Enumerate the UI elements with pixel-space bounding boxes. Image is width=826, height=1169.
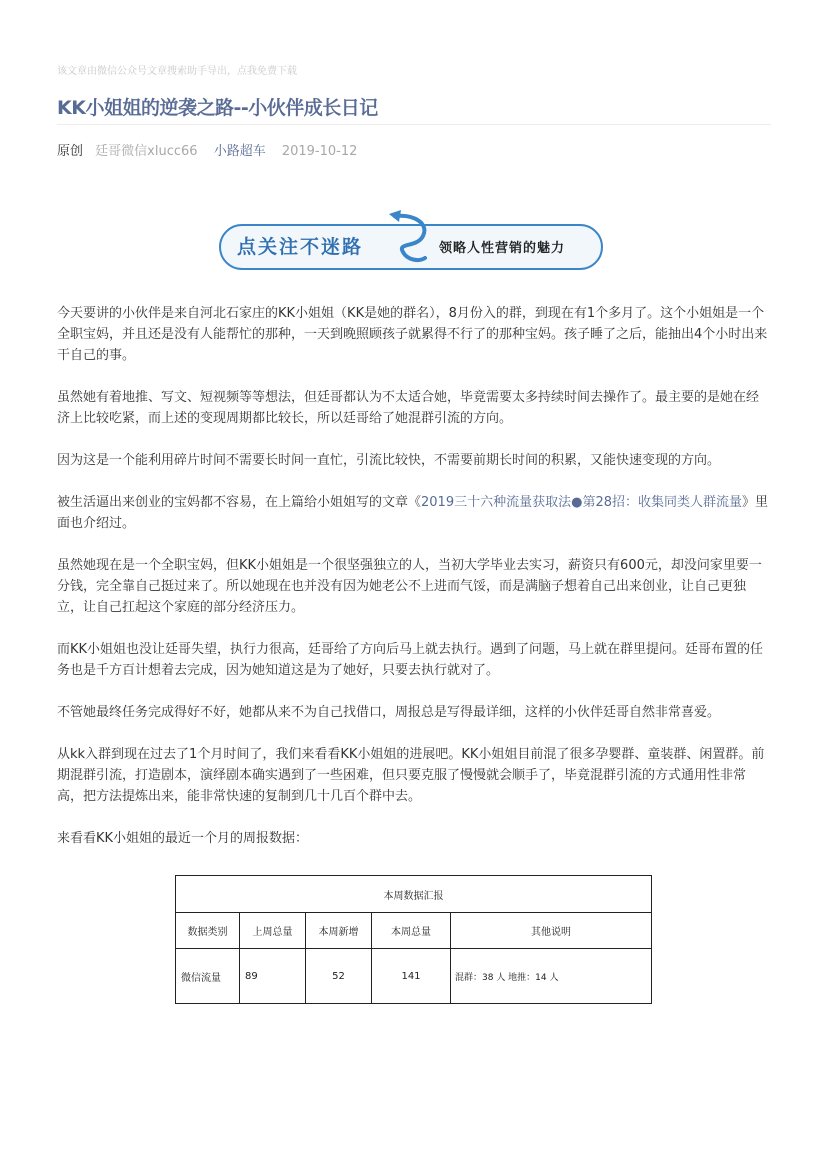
paragraph-data-intro: 来看看KK小姐姐的最近一个月的周报数据： bbox=[57, 831, 309, 846]
paragraph-intro: 今天要讲的小伙伴是来自河北石家庄的KK小姐姐（KK是她的群名），8月份入的群，到现在有1个多月了。这个小姐姐是一个全职宝妈，并且还是没有人能帮忙的那种，一天到晚照顾孩子就累得不行了的那种宝妈。孩子睡了之后，能抽出4个小时出来干自己的事。 bbox=[57, 306, 768, 363]
header-cell-new: 本周新增 bbox=[306, 913, 372, 949]
paragraph-text: 被生活逼出来创业的宝妈都不容易，在上篇给小姐姐写的文章《 bbox=[57, 495, 422, 510]
weekly-report-table bbox=[175, 875, 652, 1004]
title-divider bbox=[57, 124, 771, 125]
table-header-row bbox=[176, 913, 652, 949]
table-title-row bbox=[176, 876, 652, 913]
banner-follow-text: 点关注不迷路 bbox=[237, 236, 364, 258]
swirl-arrow-icon bbox=[381, 206, 441, 272]
cell-last-week: 89 bbox=[240, 949, 306, 1004]
article-meta bbox=[57, 140, 357, 159]
header-cell-category: 数据类别 bbox=[176, 913, 240, 949]
banner-slogan-text: 领略人性营销的魅力 bbox=[439, 241, 566, 256]
paragraph-ideas: 虽然她有着地推、写文、短视频等等想法，但廷哥都认为不太适合她，毕竟需要太多持续时间去操作了。最主要的是她在经济上比较吃紧，而上述的变现周期都比较长，所以廷哥给了她混群引流的方向。 bbox=[57, 390, 760, 426]
account-link[interactable]: 小路超车 bbox=[213, 144, 266, 159]
paragraph-text: 》里面也介绍过。 bbox=[57, 495, 769, 531]
paragraph-background: 虽然她现在是一个全职宝妈，但KK小姐姐是一个很坚强独立的人，当初大学毕业去实习，薪资只有600元，却没问家里要一分钱，完全靠自己挺过来了。所以她现在也并没有因为她老公不上进而气馁，而是满脑子想着自己出来创业，让自己更独立，让自己扛起这个家庭的部分经济压力。 bbox=[57, 558, 762, 615]
paragraph-progress: 从kk入群到现在过去了1个月时间了，我们来看看KK小姐姐的进展吧。KK小姐姐目前混了很多孕婴群、童装群、闲置群。前期混群引流，打造剧本，演绎剧本确实遇到了一些困难，但只要克服了慢慢就会顺手了，毕竟混群引流的方式通用性非常高，把方法提炼出来，能非常快速的复制到几十几百个群中去。 bbox=[57, 747, 765, 804]
header-cell-notes: 其他说明 bbox=[451, 913, 652, 949]
paragraph-reason: 因为这是一个能利用碎片时间不需要长时间一直忙，引流比较快，不需要前期长时间的积累，又能快速变现的方向。 bbox=[57, 453, 721, 468]
previous-article-link[interactable]: 2019三十六种流量获取法●第28招：收集同类人群流量 bbox=[421, 495, 742, 510]
publish-date: 2019-10-12 bbox=[281, 144, 358, 159]
cell-new: 52 bbox=[306, 949, 372, 1004]
author-name: 廷哥微信xlucc66 bbox=[95, 144, 198, 159]
article-title: KK小姐姐的逆袭之路--小伙伴成长日记 bbox=[57, 97, 378, 119]
export-notice-link[interactable]: 该文章由微信公众号文章搜索助手导出，点我免费下载 bbox=[57, 66, 297, 77]
original-tag: 原创 bbox=[57, 144, 84, 159]
cell-total: 141 bbox=[372, 949, 451, 1004]
header-cell-last-week: 上周总量 bbox=[240, 913, 306, 949]
paragraph-previous-article bbox=[57, 492, 769, 534]
follow-banner bbox=[219, 206, 603, 272]
paragraph-weekly-report: 不管她最终任务完成得好不好，她都从来不为自己找借口，周报总是写得最详细，这样的小伙伴廷哥自然非常喜爱。 bbox=[57, 705, 721, 720]
table-title: 本周数据汇报 bbox=[176, 876, 652, 913]
paragraph-execution: 而KK小姐姐也没让廷哥失望，执行力很高，廷哥给了方向后马上就去执行。遇到了问题，马上就在群里提问。廷哥布置的任务也是千方百计想着去完成，因为她知道这是为了她好，只要去执行就对了。 bbox=[57, 642, 764, 678]
cell-notes: 混群：38 人 地推：14 人 bbox=[451, 949, 652, 1004]
cell-category: 微信流量 bbox=[176, 949, 240, 1004]
header-cell-total: 本周总量 bbox=[372, 913, 451, 949]
table-row bbox=[176, 949, 652, 1004]
